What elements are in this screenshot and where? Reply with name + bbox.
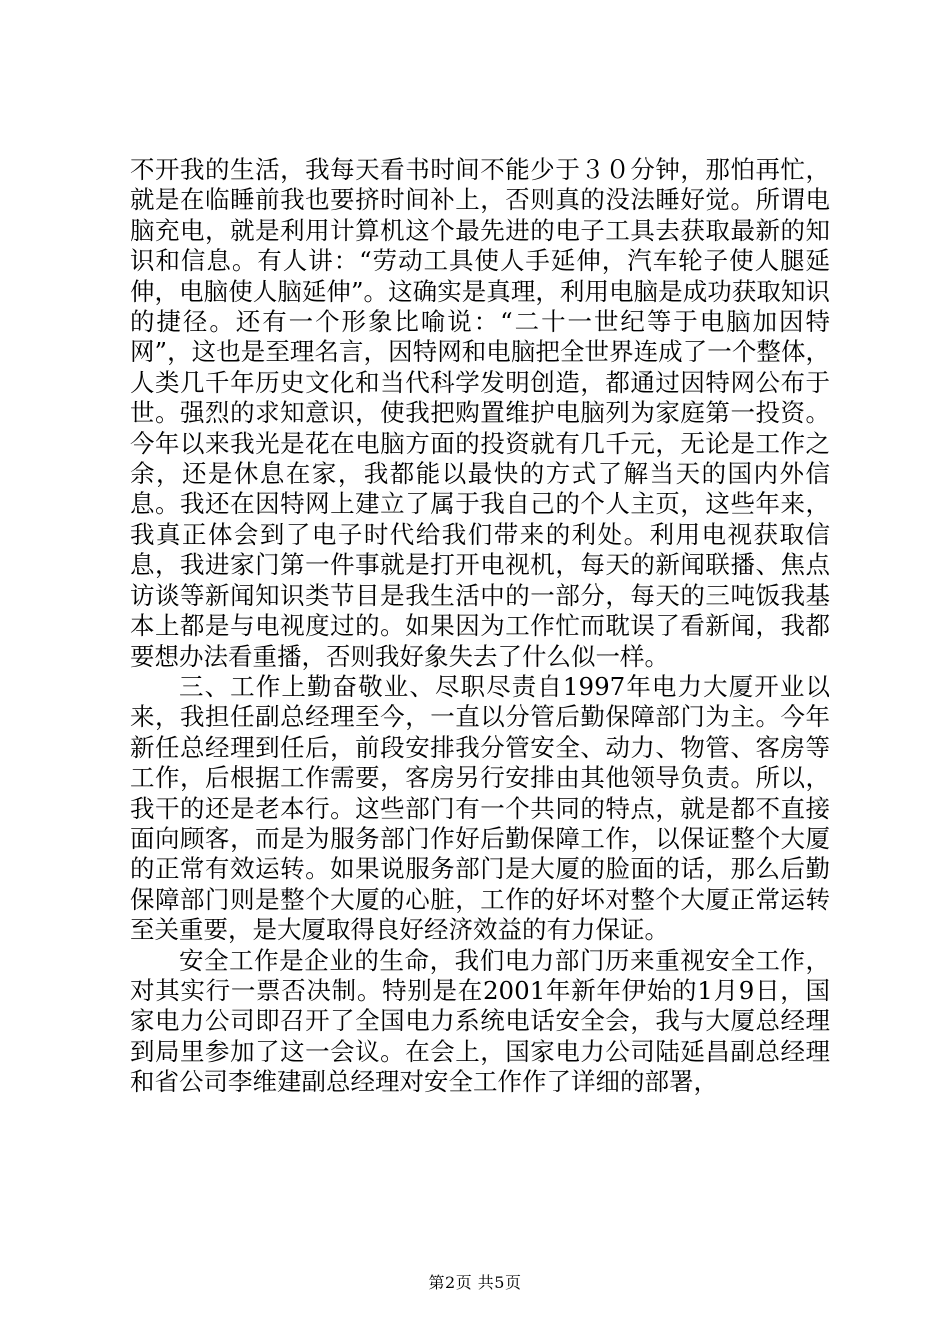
page-footer: 第2页 共5页 xyxy=(428,1273,522,1292)
paragraph-safety-work: 安全工作是企业的生命，我们电力部门历来重视安全工作，对其实行一票否决制。特别是在2001年新年伊始的1月9日，国家电力公司即召开了全国电力系统电话安全会，我与大厦总经理到局里参加了这一会议。在会上，国家电力公司陆延昌副总经理和省公司李维建副总经理对安全工作作了详细的部署， xyxy=(130,945,830,1097)
paragraph-section-three: 三、工作上勤奋敬业、尽职尽责自1997年电力大厦开业以来，我担任副总经理至今，一直以分管后勤保障部门为主。今年新任总经理到任后，前段安排我分管安全、动力、物管、客房等工作，后根据工作需要，客房另行安排由其他领导负责。所以，我干的还是老本行。这些部门有一个共同的特点，就是都不直接面向顾客，而是为服务部门作好后勤保障工作，以保证整个大厦的正常有效运转。如果说服务部门是大厦的脸面的话，那么后勤保障部门则是整个大厦的心脏，工作的好坏对整个大厦正常运转至关重要，是大厦取得良好经济效益的有力保证。 xyxy=(130,671,830,945)
paragraph-continuation: 不开我的生活，我每天看书时间不能少于３０分钟，那怕再忙，就是在临睡前我也要挤时间补上，否则真的没法睡好觉。所谓电脑充电，就是利用计算机这个最先进的电子工具去获取最新的知识和信息。有人讲：“劳动工具使人手延伸，汽车轮子使人腿延伸，电脑使人脑延伸”。这确实是真理，利用电脑是成功获取知识的捷径。还有一个形象比喻说：“二十一世纪等于电脑加因特网”，这也是至理名言，因特网和电脑把全世界连成了一个整体，人类几千年历史文化和当代科学发明创造，都通过因特网公布于世。强烈的求知意识，使我把购置维护电脑列为家庭第一投资。今年以来我光是花在电脑方面的投资就有几千元，无论是工作之余，还是休息在家，我都能以最快的方式了解当天的国内外信息。我还在因特网上建立了属于我自己的个人主页，这些年来，我真正体会到了电子时代给我们带来的利处。利用电视获取信息，我进家门第一件事就是打开电视机，每天的新闻联播、焦点访谈等新闻知识类节目是我生活中的一部分，每天的三吨饭我基本上都是与电视度过的。如果因为工作忙而耽误了看新闻，我都要想办法看重播，否则我好象失去了什么似一样。 xyxy=(130,155,830,671)
document-body xyxy=(130,155,830,1098)
